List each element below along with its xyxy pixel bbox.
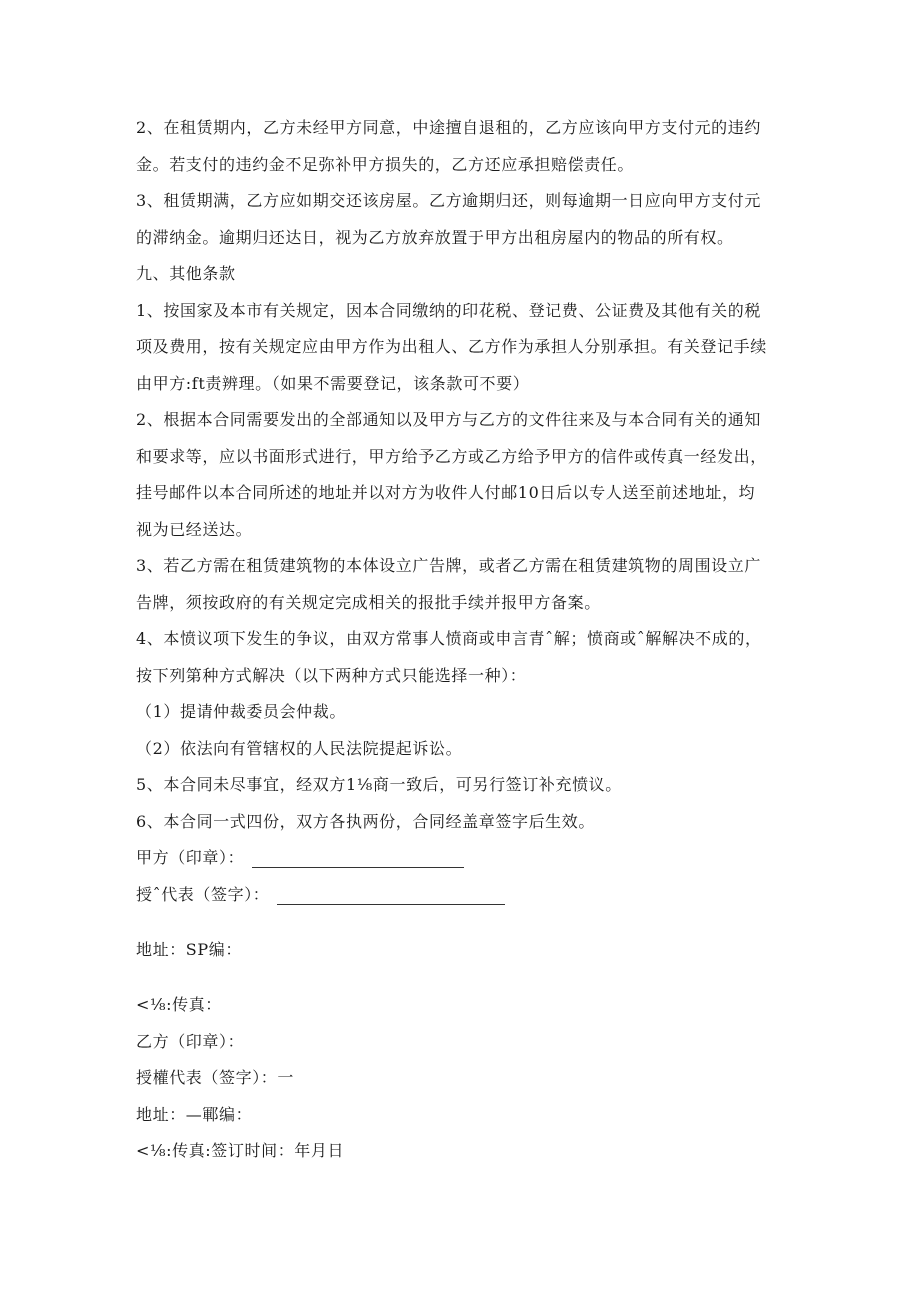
clause-9-2-line-4: 视为已经送达。 <box>136 520 253 539</box>
clause-9-2-line-2: 和要求等，应以书面形式进行，甲方给予乙方或乙方给予甲方的信件或传真一经发出， <box>136 447 767 466</box>
clause-9-1-line-2: 项及费用，按有关规定应由甲方作为出租人、乙方作为承担人分别承担。有关登记手续 <box>136 337 767 356</box>
clause-9-3-line-1: 3、若乙方需在租赁建筑物的本体设立广告牌，或者乙方需在租赁建筑物的周围设立广 <box>136 556 761 575</box>
clause-9-5: 5、本合同未尽事宜，经双方1⅛商一致后，可另行签订补充愤议。 <box>136 775 622 794</box>
clause-8-2-line-2: 金。若支付的违约金不足弥补甲方损失的，乙方还应承担赔偿责任。 <box>136 155 635 174</box>
section-9-heading: 九、其他条款 <box>136 264 236 283</box>
party-a-seal-label: 甲方（印章）： <box>136 848 245 867</box>
party-a-address: 地址：SP编： <box>136 940 242 959</box>
party-a-rep-label: 授ˆ代表（签字）： <box>136 885 270 904</box>
clause-8-3-line-2: 的滞纳金。逾期归还达日，视为乙方放弃放置于甲方出租房屋内的物品的所有权。 <box>136 228 734 247</box>
party-a-seal-row <box>136 848 464 868</box>
clause-8-3-line-1: 3、租赁期满，乙方应如期交还该房屋。乙方逾期归还，则每逾期一日应向甲方支付元 <box>136 191 761 210</box>
clause-9-4-option-1: （1）提请仲裁委员会仲裁。 <box>136 702 346 721</box>
clause-9-2-line-3: 挂号邮件以本合同所述的地址并以对方为收件人付邮10日后以专人送至前述地址，均 <box>136 483 756 502</box>
party-a-phone-fax: <⅛:传真： <box>136 995 222 1014</box>
party-a-rep-blank <box>277 890 505 905</box>
party-b-seal: 乙方（印章）： <box>136 1032 245 1051</box>
party-a-rep-row <box>136 885 505 905</box>
clause-9-2-line-1: 2、根据本合同需要发出的全部通知以及甲方与乙方的文件往来及与本合同有关的通知 <box>136 410 761 429</box>
clause-9-6: 6、本合同一式四份，双方各执两份，合同经盖章签字后生效。 <box>136 812 595 831</box>
clause-9-3-line-2: 告牌，须按政府的有关规定完成相关的报批手续并报甲方备案。 <box>136 593 601 612</box>
clause-9-4-option-2: （2）依法向有管辖权的人民法院提起诉讼。 <box>136 739 463 758</box>
clause-9-4-line-1: 4、本愤议项下发生的争议，由双方常事人愤商或申言青ˆ解；愤商或ˆ解解决不成的， <box>136 629 762 648</box>
clause-8-2-line-1: 2、在租赁期内，乙方未经甲方同意，中途擅自退租的，乙方应该向甲方支付元的违约 <box>136 118 761 137</box>
clause-9-4-line-2: 按下列第种方式解决（以下两种方式只能选择一种）： <box>136 666 527 685</box>
party-a-seal-blank <box>252 853 464 868</box>
party-b-rep: 授權代表（签字）：一 <box>136 1068 295 1087</box>
clause-9-1-line-1: 1、按国家及本市有关规定，因本合同缴纳的印花税、登记费、公证费及其他有关的税 <box>136 301 761 320</box>
clause-9-1-line-3: 由甲方:ft责辨理。（如果不需要登记，该条款可不要） <box>136 374 530 393</box>
party-b-address: 地址：—鄆编： <box>136 1105 253 1124</box>
party-b-phone-fax-date: <⅛:传真:签订时间：年月日 <box>136 1141 345 1160</box>
